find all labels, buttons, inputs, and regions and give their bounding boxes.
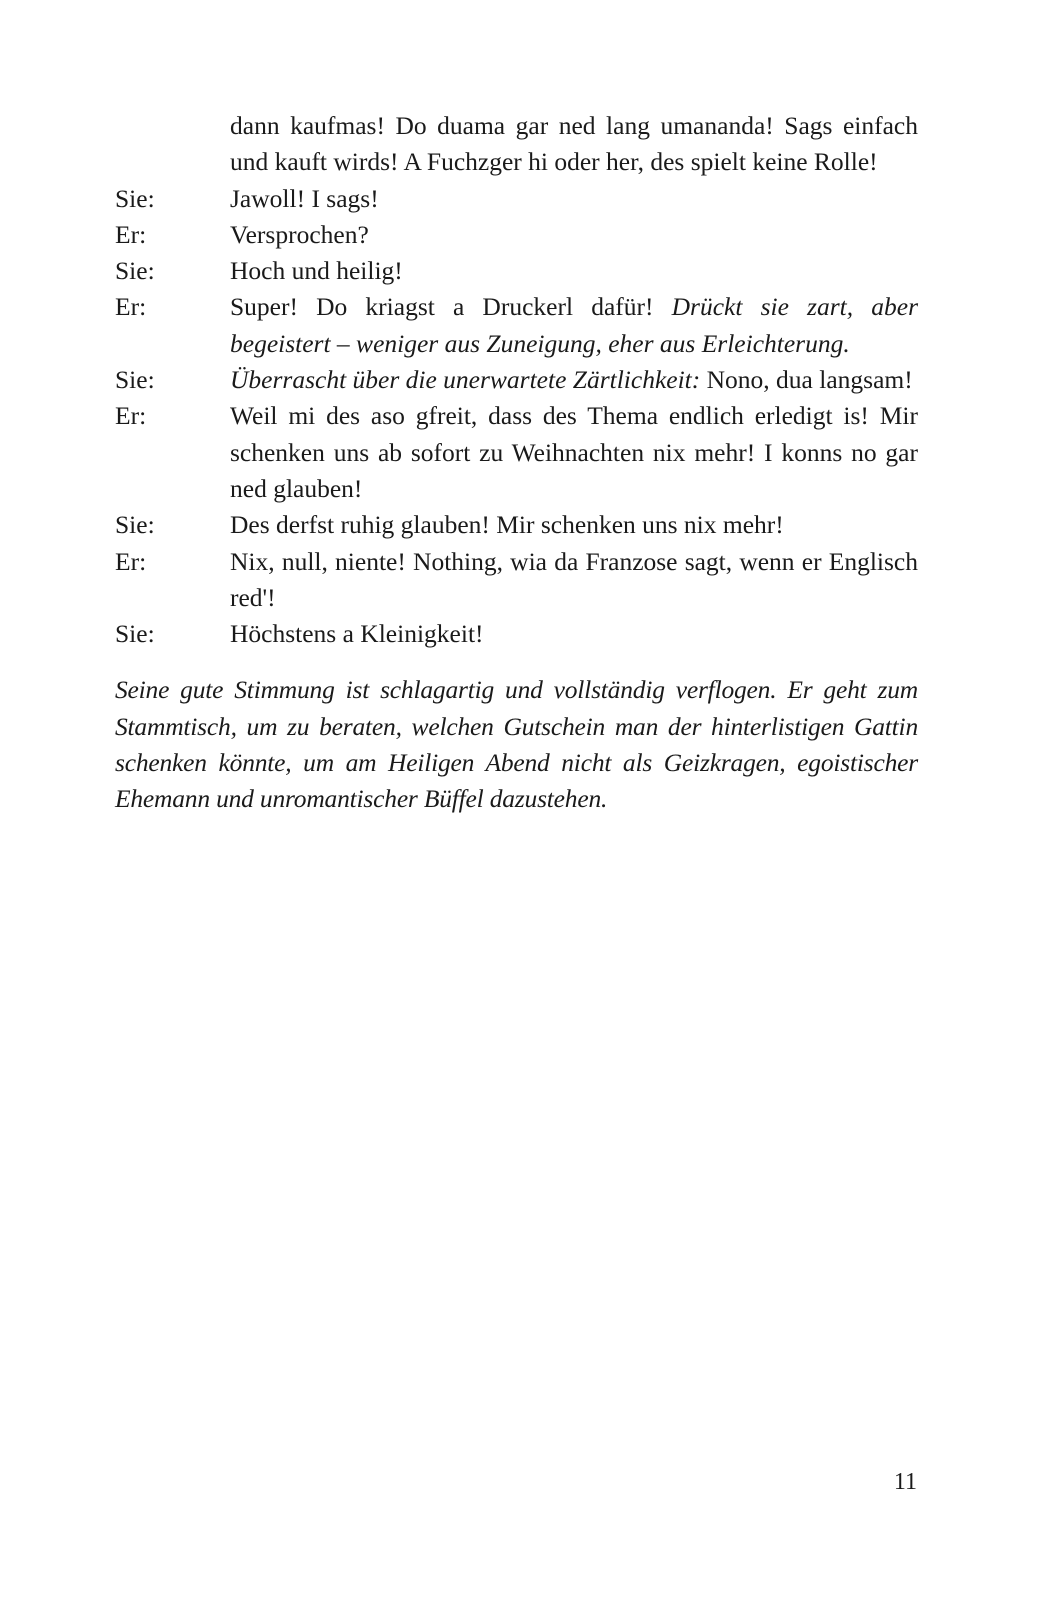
page-number: 11 — [893, 1469, 917, 1495]
spoken-line: Hoch und heilig! — [230, 256, 403, 286]
speaker-label: Sie: — [115, 619, 155, 649]
speaker-label: Sie: — [115, 183, 155, 213]
dialogue-turn — [115, 362, 918, 398]
spoken-line: Nix, null, niente! Nothing, wia da Franzose sagt, wenn er Englisch red'! — [230, 546, 918, 612]
stage-narration: Seine gute Stimmung ist schlagartig und vollständig verflogen. Er geht zum Stammtisch, um zu beraten, welchen Gutschein man der hinterlistigen Gattin schenken könnte, um am Heiligen Abend nicht als Geizkragen, egoistischer Ehemann und unromantischer Büffel dazustehen. — [115, 675, 918, 814]
speech-text — [230, 398, 918, 507]
dialogue-turn — [115, 253, 918, 289]
speech-text — [230, 544, 918, 617]
dialogue-turn — [115, 181, 918, 217]
dialogue-turn — [115, 507, 918, 543]
stage-direction: Drückt sie zart, aber begeistert – weniger aus Zuneigung, eher aus Erleichterung. — [230, 292, 918, 358]
spoken-line: Höchstens a Kleinigkeit! — [230, 619, 484, 649]
spoken-line: Nono, dua langsam! — [700, 365, 913, 395]
speaker-label: Er: — [115, 219, 147, 249]
speech-text — [230, 362, 918, 398]
speaker-label: Er: — [115, 292, 147, 322]
dialogue-turn — [115, 217, 918, 253]
spoken-line: Weil mi des aso gfreit, dass des Thema endlich erledigt is! Mir schenken uns ab sofort zu Weihnachten nix mehr! I konns no gar ned glauben! — [230, 401, 918, 503]
dialogue-turn — [115, 544, 918, 617]
stage-direction: Überrascht über die unerwartete Zärtlichkeit: — [230, 365, 701, 395]
dialogue-list — [115, 181, 918, 653]
spoken-line: Super! Do kriagst a Druckerl dafür! — [230, 292, 672, 322]
speaker-label: Sie: — [115, 256, 155, 286]
spoken-line: Des derfst ruhig glauben! Mir schenken uns nix mehr! — [230, 510, 784, 540]
dialogue-turn — [115, 398, 918, 507]
speech-text — [230, 507, 918, 543]
speech-text — [230, 181, 918, 217]
speech-continuation: dann kaufmas! Do duama gar ned lang umananda! Sags einfach und kauft wirds! A Fuchzger hi oder her, des spielt keine Rolle! — [230, 111, 918, 177]
book-page — [115, 108, 918, 843]
speech-text — [230, 289, 918, 362]
dialogue-turn — [115, 289, 918, 362]
speaker-label: Sie: — [115, 365, 155, 395]
spoken-line: Jawoll! I sags! — [230, 183, 379, 213]
speech-text — [230, 217, 918, 253]
speaker-label: Er: — [115, 401, 147, 431]
speaker-label: Sie: — [115, 510, 155, 540]
speaker-label: Er: — [115, 546, 147, 576]
dialogue-turn — [115, 616, 918, 652]
speech-text — [230, 616, 918, 652]
spoken-line: Versprochen? — [230, 219, 369, 249]
speech-text — [230, 253, 918, 289]
